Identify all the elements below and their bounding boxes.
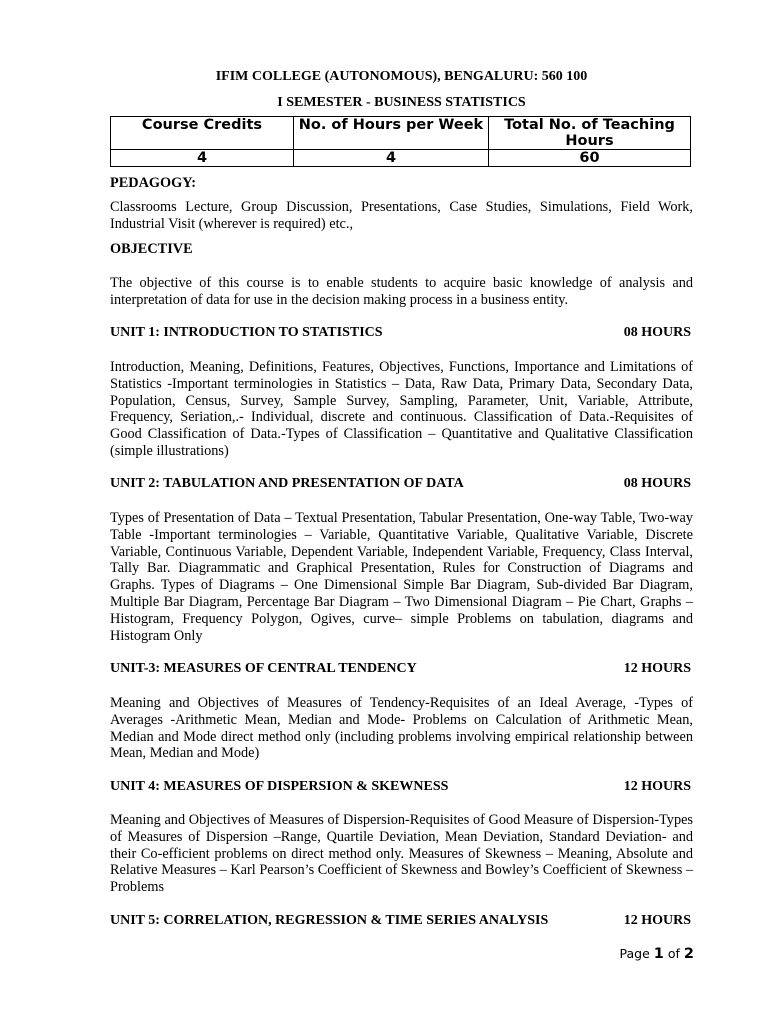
unit-5-hours: 12 HOURS bbox=[623, 913, 691, 928]
objective-heading: OBJECTIVE bbox=[110, 241, 193, 257]
unit-2-heading bbox=[110, 476, 691, 492]
unit-1-text: Introduction, Meaning, Definitions, Features, Objectives, Functions, Importance and Limitations of Statistics -Important terminologies in Statistics – Data, Raw Data, Primary Data, Secondary Data, Population, Census, Survey, Sample Survey, Sampling, Parameter, Unit, Variable, Attribute, Frequency, Seriation,.- Individual, discrete and continuous. Classification of Data.-Requisites of Good Classification of Data.-Types of Classification – Quantitative and Qualitative Classification (simple illustrations) bbox=[110, 359, 693, 459]
value-hours-per-week: 4 bbox=[294, 150, 489, 167]
of-word: of bbox=[667, 946, 680, 961]
table-row bbox=[111, 150, 691, 167]
unit-2-text: Types of Presentation of Data – Textual Presentation, Tabular Presentation, One-way Table, Two-way Table -Important terminologies – Variable, Quantitative Variable, Qualitative Variable, Discrete Variable, Continuous Variable, Dependent Variable, Independent Variable, Frequency, Class Interval, Tally Bar. Diagrammatic and Graphical Presentation, Rules for Construction of Diagrams and Graphs. Types of Diagrams – One Dimensional Simple Bar Diagram, Sub-divided Bar Diagram, Multiple Bar Diagram, Percentage Bar Diagram – Two Dimensional Diagram – Pie Chart, Graphs – Histogram, Frequency Polygon, Ogives, curve– simple Problems on tabulation, diagrams and Histogram Only bbox=[110, 510, 693, 644]
value-total-teaching-hours: 60 bbox=[489, 150, 691, 167]
total-pages: 2 bbox=[683, 946, 694, 962]
header-total-teaching-hours: Total No. of Teaching Hours bbox=[489, 117, 691, 150]
unit-2-hours: 08 HOURS bbox=[623, 476, 691, 491]
header-hours-per-week: No. of Hours per Week bbox=[294, 117, 489, 150]
college-title: IFIM COLLEGE (AUTONOMOUS), BENGALURU: 560 100 bbox=[215, 69, 588, 84]
unit-3-hours: 12 HOURS bbox=[623, 661, 691, 676]
unit-3-text: Meaning and Objectives of Measures of Tendency-Requisites of an Ideal Average, -Types of Averages -Arithmetic Mean, Median and Mode- Problems on Calculation of Arithmetic Mean, Median and Mode direct method only (including problems involving empirical relationship between Mean, Median and Mode) bbox=[110, 695, 693, 762]
unit-3-title: UNIT-3: MEASURES OF CENTRAL TENDENCY bbox=[110, 661, 417, 676]
page-word: Page bbox=[619, 946, 650, 961]
pedagogy-text: Classrooms Lecture, Group Discussion, Presentations, Case Studies, Simulations, Field Work, Industrial Visit (wherever is required) etc., bbox=[110, 199, 693, 232]
value-course-credits: 4 bbox=[111, 150, 294, 167]
unit-5-heading bbox=[110, 913, 691, 929]
unit-4-title: UNIT 4: MEASURES OF DISPERSION & SKEWNESS bbox=[110, 779, 449, 794]
current-page: 1 bbox=[653, 946, 664, 962]
objective-text: The objective of this course is to enable students to acquire basic knowledge of analysis and interpretation of data for use in the decision making process in a business entity. bbox=[110, 275, 693, 308]
course-title: I SEMESTER - BUSINESS STATISTICS bbox=[277, 95, 526, 110]
unit-1-title: UNIT 1: INTRODUCTION TO STATISTICS bbox=[110, 325, 383, 340]
unit-3-heading bbox=[110, 661, 691, 677]
page-number bbox=[560, 946, 694, 962]
unit-4-text: Meaning and Objectives of Measures of Dispersion-Requisites of Good Measure of Dispersion-Types of Measures of Dispersion –Range, Quartile Deviation, Mean Deviation, Standard Deviation- and their Co-efficient problems on direct method only. Measures of Skewness – Meaning, Absolute and Relative Measures – Karl Pearson’s Coefficient of Skewness and Bowley’s Coefficient of Skewness – Problems bbox=[110, 812, 693, 896]
table-header-row bbox=[111, 117, 691, 150]
unit-5-title: UNIT 5: CORRELATION, REGRESSION & TIME SERIES ANALYSIS bbox=[110, 913, 549, 928]
pedagogy-heading: PEDAGOGY: bbox=[110, 175, 197, 191]
credits-table bbox=[110, 116, 691, 167]
unit-1-heading bbox=[110, 325, 691, 341]
unit-2-title: UNIT 2: TABULATION AND PRESENTATION OF DATA bbox=[110, 476, 464, 491]
unit-4-hours: 12 HOURS bbox=[623, 779, 691, 794]
unit-1-hours: 08 HOURS bbox=[623, 325, 691, 340]
unit-4-heading bbox=[110, 779, 691, 795]
header-course-credits: Course Credits bbox=[111, 117, 294, 150]
